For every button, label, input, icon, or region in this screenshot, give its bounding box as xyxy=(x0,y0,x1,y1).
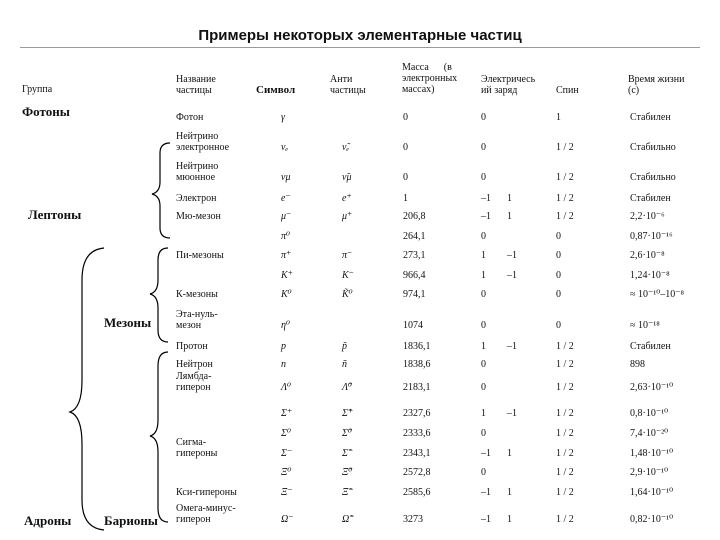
row-15-spin: 1 / 2 xyxy=(556,428,574,439)
row-15-q1: 0 xyxy=(481,428,486,439)
row-10-life: ≈ 10⁻¹⁸ xyxy=(630,320,660,331)
header-spin: Спин xyxy=(556,85,579,96)
row-18-symbol: Ξ⁻ xyxy=(281,487,293,498)
row-2-q1: 0 xyxy=(481,142,486,153)
row-10-name: Эта-нуль- мезон xyxy=(176,309,218,331)
row-5-name: Мю-мезон xyxy=(176,211,221,222)
header-anti: Анти частицы xyxy=(330,74,366,96)
row-3-anti: ν̃μ xyxy=(342,172,352,183)
row-18-name: Кси-гипероны xyxy=(176,487,237,498)
row-7-name: Пи-мезоны xyxy=(176,250,224,261)
row-14-mass: 2327,6 xyxy=(403,408,431,419)
row-13-spin: 1 / 2 xyxy=(556,382,574,393)
row-19-life: 0,82·10⁻¹⁰ xyxy=(630,514,674,525)
header-name: Название частицы xyxy=(176,74,216,96)
row-14-q2: –1 xyxy=(507,408,517,419)
row-11-mass: 1836,1 xyxy=(403,341,431,352)
row-8-mass: 966,4 xyxy=(403,270,426,281)
row-18-life: 1,64·10⁻¹⁰ xyxy=(630,487,674,498)
row-14-life: 0,8·10⁻¹⁰ xyxy=(630,408,669,419)
row-18-anti: Ξ̃⁻ xyxy=(342,487,354,498)
row-17-spin: 1 / 2 xyxy=(556,467,574,478)
row-8-life: 1,24·10⁻⁸ xyxy=(630,270,670,281)
row-19-spin: 1 / 2 xyxy=(556,514,574,525)
row-19-symbol: Ω⁻ xyxy=(281,514,294,525)
group-baryons: Барионы xyxy=(104,513,158,528)
row-3-mass: 0 xyxy=(403,172,408,183)
row-3-symbol: νμ xyxy=(281,172,291,183)
row-7-q2: –1 xyxy=(507,250,517,261)
header-symbol: Символ xyxy=(256,84,296,96)
row-19-anti: Ω̃⁻ xyxy=(342,514,355,525)
row-13-name: Лямбда- гиперон xyxy=(176,371,212,393)
hadrons-brace xyxy=(70,248,104,530)
header-charge: Электричесь ий заряд xyxy=(481,74,536,96)
row-13-symbol: Λ⁰ xyxy=(281,382,292,393)
row-17-symbol: Ξ⁰ xyxy=(281,467,292,478)
row-2-spin: 1 / 2 xyxy=(556,142,574,153)
leptons-brace xyxy=(152,143,170,238)
row-4-spin: 1 / 2 xyxy=(556,193,574,204)
row-7-spin: 0 xyxy=(556,250,561,261)
row-9-anti: K̃⁰ xyxy=(342,289,353,300)
row-4-life: Стабилен xyxy=(630,193,671,204)
row-7-symbol: π⁺ xyxy=(281,250,292,261)
row-14-anti: Σ̃⁺ xyxy=(342,408,354,419)
row-6-life: 0,87·10⁻¹⁶ xyxy=(630,231,673,242)
row-16-mass: 2343,1 xyxy=(403,448,431,459)
group-leptons: Лептоны xyxy=(28,207,82,222)
row-17-q1: 0 xyxy=(481,467,486,478)
row-17-life: 2,9·10⁻¹⁰ xyxy=(630,467,669,478)
row-18-mass: 2585,6 xyxy=(403,487,431,498)
row-11-q1: 1 xyxy=(481,341,486,352)
row-1-mass: 0 xyxy=(403,112,408,123)
row-8-symbol: K⁺ xyxy=(281,270,293,281)
row-18-q1: –1 xyxy=(481,487,491,498)
row-14-spin: 1 / 2 xyxy=(556,408,574,419)
row-8-q1: 1 xyxy=(481,270,486,281)
row-16-name: Сигма- гипероны xyxy=(176,437,218,459)
row-3-life: Стабильно xyxy=(630,172,676,183)
row-17-mass: 2572,8 xyxy=(403,467,431,478)
row-15-mass: 2333,6 xyxy=(403,428,431,439)
row-5-anti: μ⁺ xyxy=(342,211,353,222)
row-2-life: Стабильно xyxy=(630,142,676,153)
row-12-name: Нейтрон xyxy=(176,359,213,370)
row-5-q1: –1 xyxy=(481,211,491,222)
row-6-symbol: π⁰ xyxy=(281,231,291,242)
row-11-life: Стабилен xyxy=(630,341,671,352)
row-12-anti: ñ xyxy=(342,359,347,370)
row-14-symbol: Σ⁺ xyxy=(281,408,293,419)
baryons-brace xyxy=(150,352,168,522)
header-mass: Масса (в электронных массах) xyxy=(402,62,458,95)
row-4-q2: 1 xyxy=(507,193,512,204)
row-5-q2: 1 xyxy=(507,211,512,222)
row-7-anti: π⁻ xyxy=(342,250,353,261)
row-10-spin: 0 xyxy=(556,320,561,331)
row-13-anti: Λ̃⁰ xyxy=(342,382,353,393)
row-16-q2: 1 xyxy=(507,448,512,459)
row-15-life: 7,4·10⁻²⁰ xyxy=(630,428,669,439)
row-16-life: 1,48·10⁻¹⁰ xyxy=(630,448,674,459)
row-4-symbol: e⁻ xyxy=(281,193,291,204)
row-9-mass: 974,1 xyxy=(403,289,426,300)
row-8-anti: K⁻ xyxy=(342,270,354,281)
row-19-name: Омега-минус- гиперон xyxy=(176,503,236,525)
row-3-q1: 0 xyxy=(481,172,486,183)
row-8-q2: –1 xyxy=(507,270,517,281)
row-16-anti: Σ̃⁻ xyxy=(342,448,354,459)
row-5-mass: 206,8 xyxy=(403,211,426,222)
row-13-q1: 0 xyxy=(481,382,486,393)
row-9-spin: 0 xyxy=(556,289,561,300)
row-11-name: Протон xyxy=(176,341,208,352)
row-2-symbol: νₑ xyxy=(281,142,289,153)
row-9-q1: 0 xyxy=(481,289,486,300)
row-12-spin: 1 / 2 xyxy=(556,359,574,370)
row-11-q2: –1 xyxy=(507,341,517,352)
row-7-q1: 1 xyxy=(481,250,486,261)
row-9-name: К-мезоны xyxy=(176,289,218,300)
row-1-q1: 0 xyxy=(481,112,486,123)
page-title: Примеры некоторых элементарные частиц xyxy=(198,27,522,44)
row-15-symbol: Σ⁰ xyxy=(281,428,291,439)
row-13-life: 2,63·10⁻¹⁰ xyxy=(630,382,674,393)
row-4-anti: e⁺ xyxy=(342,193,352,204)
mesons-brace xyxy=(150,248,168,342)
row-1-life: Стабилен xyxy=(630,112,671,123)
row-13-mass: 2183,1 xyxy=(403,382,431,393)
row-3-spin: 1 / 2 xyxy=(556,172,574,183)
row-15-anti: Σ̃⁰ xyxy=(342,428,352,439)
row-5-symbol: μ⁻ xyxy=(281,211,292,222)
row-19-mass: 3273 xyxy=(403,514,423,525)
row-10-mass: 1074 xyxy=(403,320,423,331)
row-7-life: 2,6·10⁻⁸ xyxy=(630,250,665,261)
row-5-life: 2,2·10⁻⁶ xyxy=(630,211,665,222)
row-12-symbol: n xyxy=(281,359,286,370)
row-9-symbol: K⁰ xyxy=(281,289,292,300)
row-19-q2: 1 xyxy=(507,514,512,525)
row-19-q1: –1 xyxy=(481,514,491,525)
row-2-mass: 0 xyxy=(403,142,408,153)
row-1-spin: 1 xyxy=(556,112,561,123)
row-7-mass: 273,1 xyxy=(403,250,426,261)
row-3-name: Нейтрино мюонное xyxy=(176,161,219,183)
row-14-q1: 1 xyxy=(481,408,486,419)
row-10-q1: 0 xyxy=(481,320,486,331)
row-17-anti: Ξ̃⁰ xyxy=(342,467,353,478)
row-2-name: Нейтрино электронное xyxy=(176,131,230,153)
row-10-symbol: η⁰ xyxy=(281,320,290,331)
row-16-spin: 1 / 2 xyxy=(556,448,574,459)
row-4-q1: –1 xyxy=(481,193,491,204)
row-1-name: Фотон xyxy=(176,112,204,123)
row-9-life: ≈ 10⁻¹⁰–10⁻⁸ xyxy=(630,289,685,300)
row-11-anti: p̃ xyxy=(342,341,347,352)
row-18-q2: 1 xyxy=(507,487,512,498)
row-18-spin: 1 / 2 xyxy=(556,487,574,498)
row-2-anti: ν̃ₑ xyxy=(342,142,350,153)
row-4-mass: 1 xyxy=(403,193,408,204)
row-12-mass: 1838,6 xyxy=(403,359,431,370)
row-1-symbol: γ xyxy=(281,112,285,123)
row-5-spin: 1 / 2 xyxy=(556,211,574,222)
row-16-q1: –1 xyxy=(481,448,491,459)
header-life: Время жизни (с) xyxy=(628,74,685,96)
group-photons: Фотоны xyxy=(22,104,70,119)
row-12-life: 898 xyxy=(630,359,645,370)
row-8-spin: 0 xyxy=(556,270,561,281)
row-6-spin: 0 xyxy=(556,231,561,242)
row-11-symbol: p xyxy=(281,341,286,352)
row-4-name: Электрон xyxy=(176,193,217,204)
group-mesons: Мезоны xyxy=(104,315,152,330)
row-6-mass: 264,1 xyxy=(403,231,426,242)
row-16-symbol: Σ⁻ xyxy=(281,448,293,459)
row-12-q1: 0 xyxy=(481,359,486,370)
group-hadrons: Адроны xyxy=(24,513,72,528)
row-11-spin: 1 / 2 xyxy=(556,341,574,352)
row-6-q1: 0 xyxy=(481,231,486,242)
header-group: Группа xyxy=(22,84,53,95)
